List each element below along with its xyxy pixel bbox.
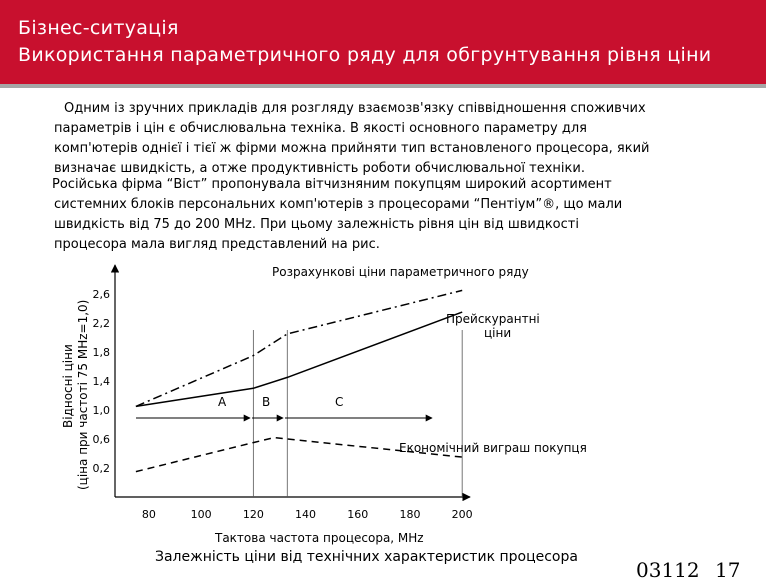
figure-caption: Залежність ціни від технічних характеристик процесора [155, 549, 578, 565]
series-line-2 [136, 312, 462, 406]
region-label-c: C [335, 395, 344, 409]
y-tick-label: 1,4 [92, 375, 110, 388]
x-tick-label: 180 [399, 508, 421, 521]
slide-code: 03112 [636, 558, 700, 582]
y-tick-label: 2,2 [92, 317, 110, 330]
x-axis-label: Тактова частота процесора, MHz [215, 531, 424, 545]
x-tick-label: 120 [242, 508, 264, 521]
paragraph-line: швидкість від 75 до 200 MHz. При цьому залежність рівня цін від швидкості [54, 217, 579, 232]
x-tick-label: 80 [141, 508, 156, 521]
series-label-calculated: Розрахункові ціни параметричного ряду [272, 265, 529, 279]
paragraph-line: параметрів і цін є обчислювальна техніка. В якості основного параметру для [54, 121, 587, 136]
y-tick-label: 2,6 [92, 288, 110, 301]
paragraph-line: процесора мала вигляд представлений на рис. [54, 237, 380, 252]
y-tick-label: 0,2 [92, 462, 110, 475]
series-label-gain: Економічний виграш покупця [399, 441, 587, 455]
paragraph-line: Російська фірма “Віст” пропонувала вітчизняним покупцям широкий асортимент [52, 177, 612, 192]
series-label-list-price-2: ціни [484, 326, 512, 340]
x-tick-label: 140 [295, 508, 317, 521]
paragraph-line: системних блоків персональних комп'ютерів з процесорами “Пентіум”®, що мали [54, 197, 623, 212]
region-label-a: A [218, 395, 227, 409]
y-tick-label: 0,6 [92, 433, 110, 446]
paragraph-line: комп'ютерів однієї і тієї ж фірми можна прийняти тип встановленого процесора, який [54, 141, 650, 156]
y-axis-label-1: Відносні ціни [61, 344, 75, 428]
slide-subtitle: Використання параметричного ряду для обгрунтування рівня ціни [18, 44, 712, 66]
y-tick-label: 1,0 [92, 404, 110, 417]
slide-number: 17 [715, 558, 741, 582]
series-label-list-price-1: Прейскурантні [446, 312, 540, 326]
y-tick-label: 1,8 [92, 346, 110, 359]
paragraph-line: Одним із зручних прикладів для розгляду взаємозв'язку співвідношення споживчих [64, 101, 646, 116]
slide-title: Бізнес-ситуація [18, 17, 179, 39]
x-tick-label: 100 [190, 508, 212, 521]
x-tick-label: 200 [451, 508, 473, 521]
region-label-b: B [262, 395, 271, 409]
x-tick-label: 160 [347, 508, 369, 521]
series-line-1 [136, 290, 462, 406]
paragraph-line: визначає швидкість, а отже продуктивність роботи обчислювальної техніки. [54, 161, 585, 176]
y-axis-label-2: (ціна при частоті 75 MHz=1,0) [76, 299, 90, 490]
